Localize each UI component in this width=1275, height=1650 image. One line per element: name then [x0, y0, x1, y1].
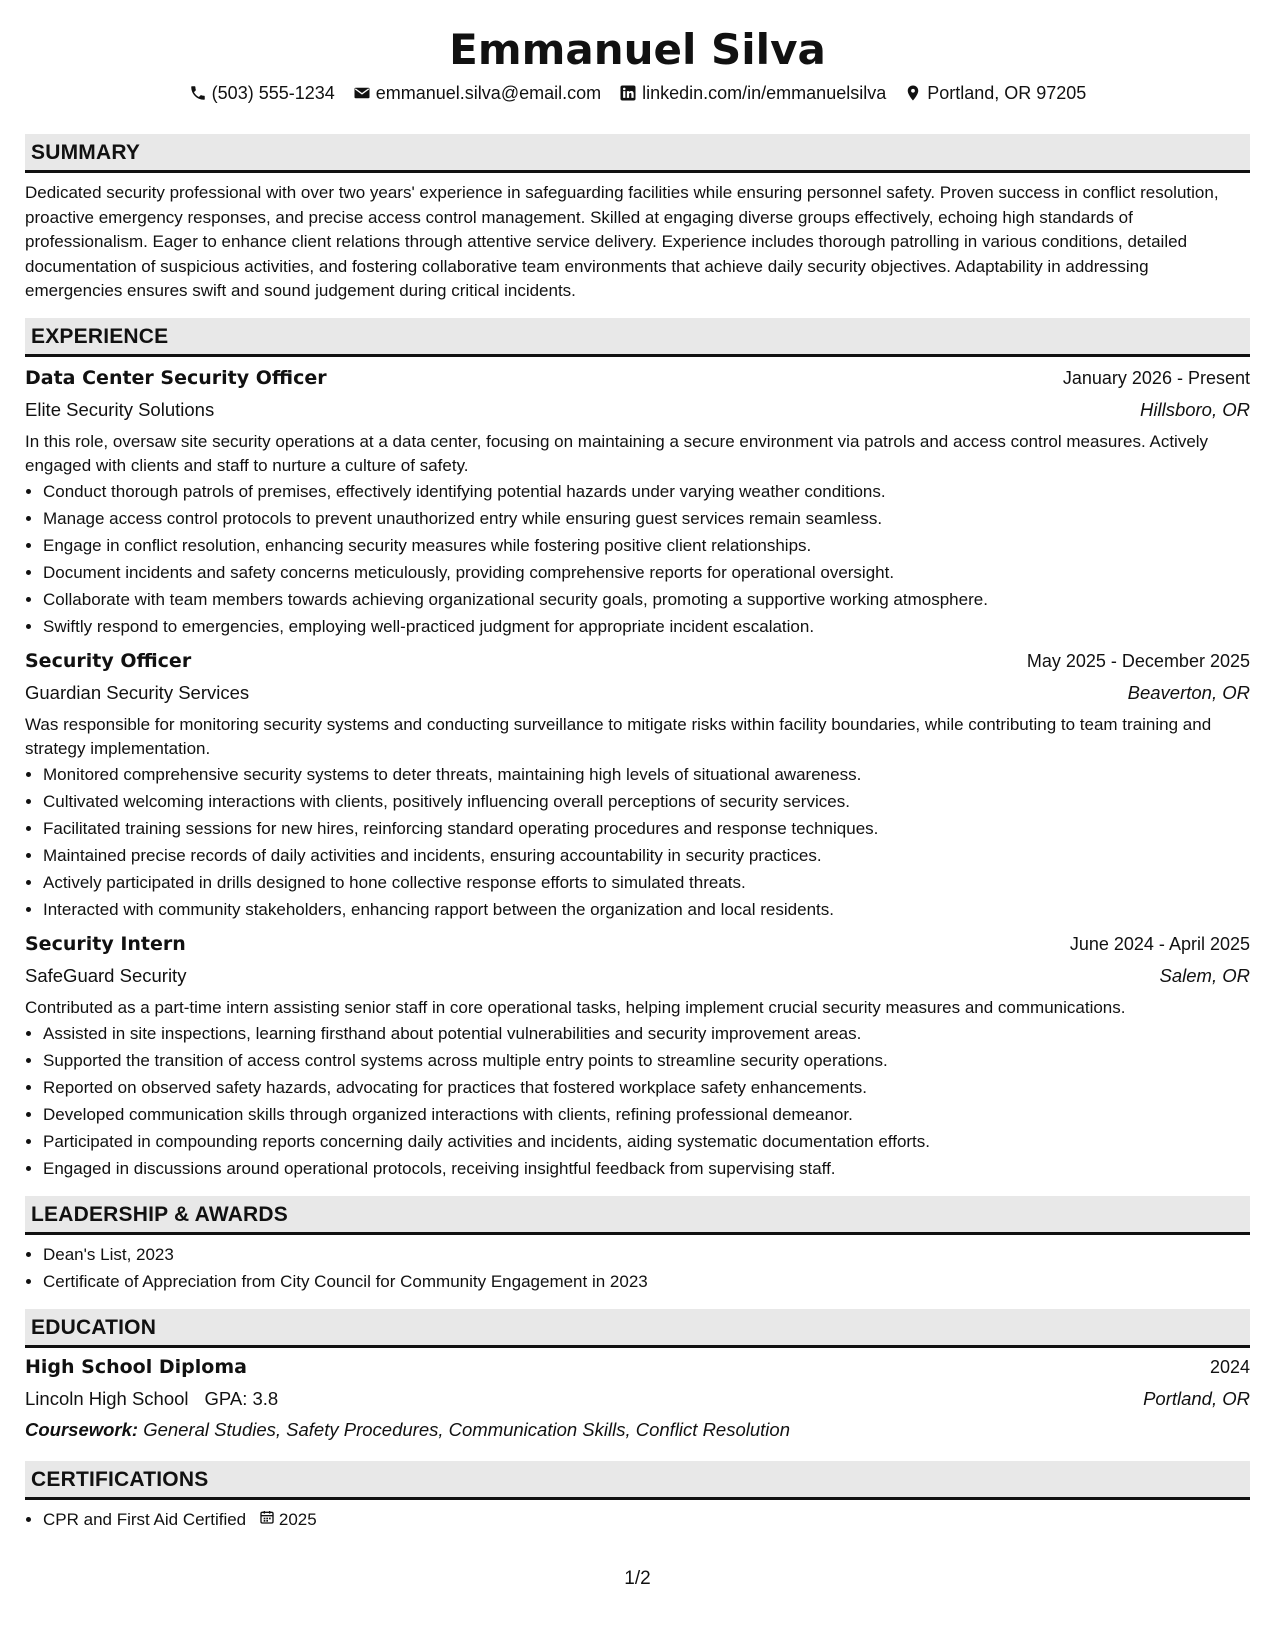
job-location: Salem, OR [1159, 964, 1250, 986]
job-title: Data Center Security Officer [25, 366, 327, 389]
list-item: • Assisted in site inspections, learning firsthand about potential vulnerabilities and security improvement areas. [43, 1020, 1250, 1047]
list-item: • Monitored comprehensive security systems to deter threats, maintaining high levels of situational awareness. [43, 761, 1250, 788]
coursework-label: Coursework: [25, 1418, 139, 1440]
coursework-list: General Studies, Safety Procedures, Communication Skills, Conflict Resolution [143, 1418, 790, 1440]
location-text: Portland, OR 97205 [927, 83, 1087, 103]
graduation-year: 2024 [1209, 1356, 1250, 1377]
experience-section [25, 318, 1250, 1182]
resume-page [25, 0, 1250, 1533]
job-bullets [25, 1020, 1250, 1182]
list-item: • Engage in conflict resolution, enhancing security measures while fostering positive client relationships. [43, 532, 1250, 559]
email-text: emmanuel.silva@email.com [375, 83, 602, 103]
list-item: • Collaborate with team members towards achieving organizational security goals, promoting a supportive working atmosphere. [43, 586, 1250, 613]
summary-text: Dedicated security professional with over two years' experience in safeguarding facilities while ensuring personnel safety. Proven success in conflict resolution, proactive emergency responses, and precise access control management. Skilled at engaging diverse groups effectively, echoing high standards of professionalism. Eager to enhance client relations through attentive service delivery. Experience includes thorough patrolling in various conditions, detailed documentation of suspicious activities, and fostering collaborative team environments that achieve daily security objectives. Adaptability in addressing emergencies ensures swift and sound judgement during critical incidents. [25, 183, 1219, 300]
job-dates: May 2025 - December 2025 [1026, 650, 1250, 671]
list-item: • Interacted with community stakeholders, enhancing rapport between the organization and local residents. [43, 896, 1250, 923]
section-heading: SUMMARY [25, 134, 1250, 173]
awards-list [25, 1241, 1250, 1295]
contact-linkedin[interactable] [619, 82, 886, 104]
list-item: • Participated in compounding reports concerning daily activities and incidents, aiding systematic documentation efforts. [43, 1128, 1250, 1155]
linkedin-icon [619, 84, 637, 102]
list-item: • Facilitated training sessions for new hires, reinforcing standard operating procedures and response techniques. [43, 815, 1250, 842]
list-item: • Developed communication skills through organized interactions with clients, refining professional demeanor. [43, 1101, 1250, 1128]
section-heading: EDUCATION [25, 1309, 1250, 1348]
summary-section [25, 134, 1250, 304]
school-name: Lincoln High School [25, 1387, 189, 1409]
contact-bar [25, 82, 1250, 104]
school-line [25, 1383, 278, 1414]
job-entry [25, 363, 1250, 640]
degree: High School Diploma [25, 1355, 247, 1378]
education-section [25, 1309, 1250, 1445]
job-title: Security Intern [25, 932, 186, 955]
contact-email[interactable] [353, 82, 601, 104]
list-item: • Document incidents and safety concerns meticulously, providing comprehensive reports for operational oversight. [43, 559, 1250, 586]
job-company: Guardian Security Services [25, 681, 250, 703]
list-item: • Supported the transition of access control systems across multiple entry points to streamline security operations. [43, 1047, 1250, 1074]
job-company: Elite Security Solutions [25, 398, 215, 420]
list-item: • Conduct thorough patrols of premises, effectively identifying potential hazards under varying weather conditions. [43, 478, 1250, 505]
coursework [25, 1414, 1250, 1445]
list-item: • Manage access control protocols to prevent unauthorized entry while ensuring guest services remain seamless. [43, 505, 1250, 532]
list-item: • Reported on observed safety hazards, advocating for practices that fostered workplace safety enhancements. [43, 1074, 1250, 1101]
education-entry [25, 1352, 1250, 1445]
list-item: • Actively participated in drills designed to hone collective response efforts to simulated threats. [43, 869, 1250, 896]
job-location: Beaverton, OR [1127, 681, 1250, 703]
job-bullets [25, 478, 1250, 640]
awards-section [25, 1196, 1250, 1295]
job-entry [25, 929, 1250, 1182]
phone-text: (503) 555-1234 [211, 83, 335, 103]
certification-date [259, 1506, 317, 1533]
list-item: • Swiftly respond to emergencies, employing well-practiced judgment for appropriate incident escalation. [43, 613, 1250, 640]
map-pin-icon [904, 84, 922, 102]
certifications-list [25, 1506, 1250, 1533]
job-bullets [25, 761, 1250, 923]
list-item: • Cultivated welcoming interactions with clients, positively influencing overall perceptions of security services. [43, 788, 1250, 815]
certifications-section [25, 1461, 1250, 1533]
job-description: Contributed as a part-time intern assisting senior staff in core operational tasks, helping implement crucial security measures and communications. [25, 997, 1126, 1017]
list-item [43, 1506, 1250, 1533]
job-dates: January 2026 - Present [1062, 367, 1250, 388]
job-company: SafeGuard Security [25, 964, 187, 986]
job-entry [25, 646, 1250, 923]
page-number: 1/2 [624, 1568, 651, 1589]
list-item: • Certificate of Appreciation from City Council for Community Engagement in 2023 [43, 1268, 1250, 1295]
contact-phone [189, 82, 335, 104]
section-heading: LEADERSHIP & AWARDS [25, 1196, 1250, 1235]
certification-year: 2025 [278, 1509, 317, 1529]
gpa: GPA: 3.8 [204, 1387, 279, 1409]
envelope-icon [353, 84, 371, 102]
job-description: In this role, oversaw site security operations at a data center, focusing on maintaining a secure environment via patrols and access control measures. Actively engaged with clients and staff to nurture a culture of safety. [25, 431, 1209, 475]
job-title: Security Officer [25, 649, 192, 672]
job-description: Was responsible for monitoring security systems and conducting surveillance to mitigate risks within facility boundaries, while contributing to team training and strategy implementation. [25, 714, 1212, 758]
section-heading: CERTIFICATIONS [25, 1461, 1250, 1500]
calendar-icon [259, 1506, 275, 1533]
list-item: • Dean's List, 2023 [43, 1241, 1250, 1268]
school-location: Portland, OR [1143, 1387, 1250, 1409]
contact-location [904, 82, 1086, 104]
section-heading: EXPERIENCE [25, 318, 1250, 357]
job-dates: June 2024 - April 2025 [1069, 933, 1250, 954]
candidate-name: Emmanuel Silva [449, 25, 826, 74]
job-location: Hillsboro, OR [1140, 398, 1250, 420]
list-item: • Engaged in discussions around operational protocols, receiving insightful feedback from supervising staff. [43, 1155, 1250, 1182]
linkedin-text: linkedin.com/in/emmanuelsilva [642, 83, 887, 103]
certification-name: CPR and First Aid Certified [43, 1509, 247, 1529]
list-item: • Maintained precise records of daily activities and incidents, ensuring accountability in security practices. [43, 842, 1250, 869]
phone-icon [189, 84, 207, 102]
